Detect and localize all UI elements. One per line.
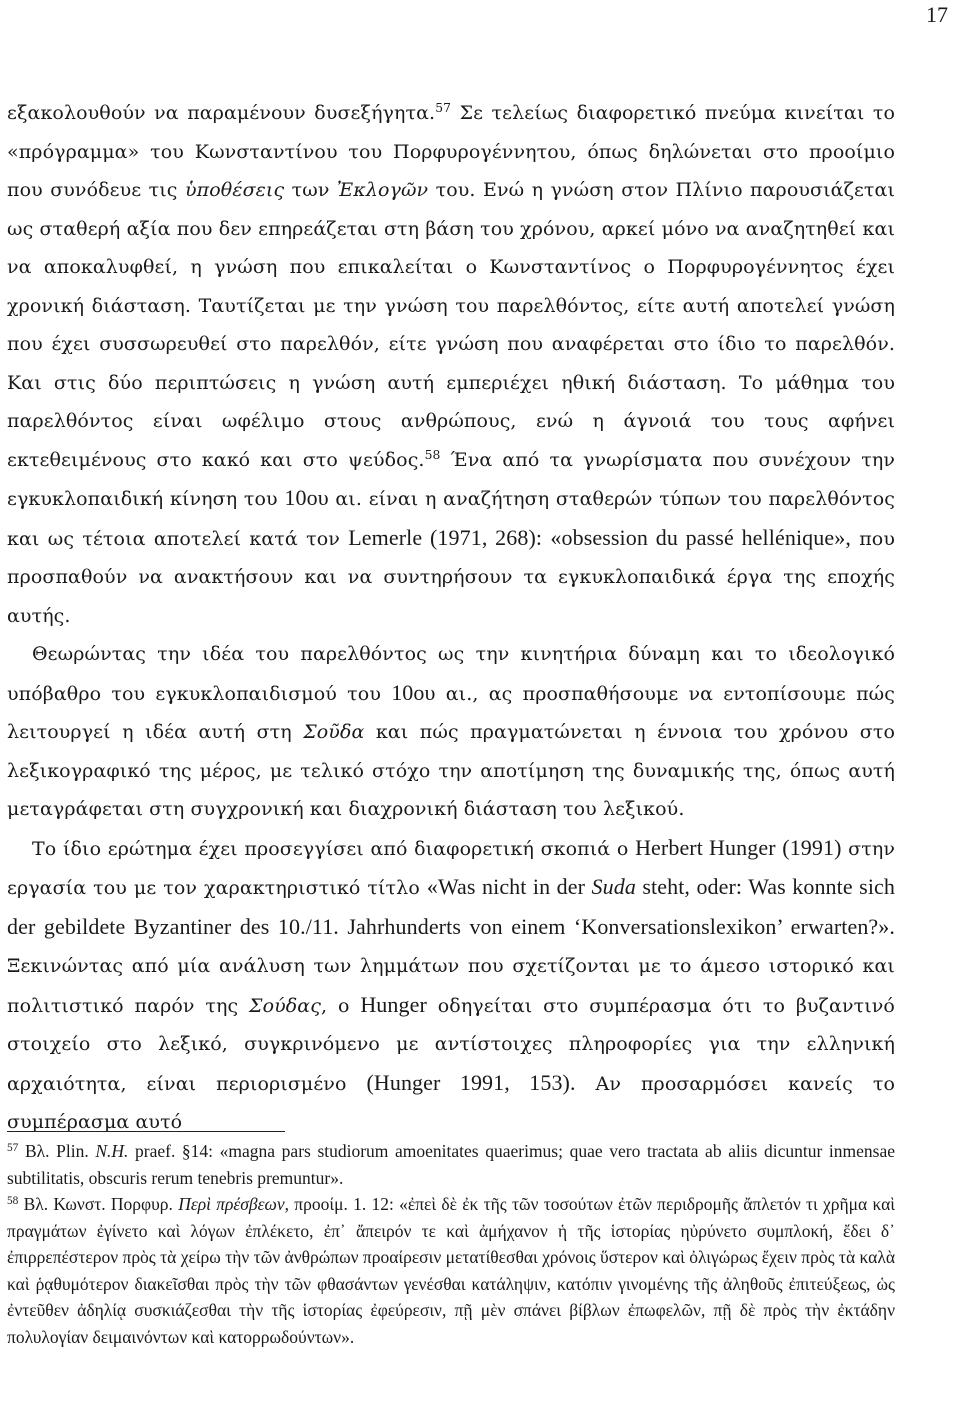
page-number: 17 <box>926 2 948 27</box>
text-run: praef. §14: «magna pars studiorum amoenitates quaerimus; quae vero tractata ab aliis dicuntur inmensae subtilitatis, obscuris rerum tenebris premuntur». <box>7 1141 895 1188</box>
text-run: Σε τελείως διαφορετικό πνεύμα κινείται το «πρόγραμμα» του Κωνσταντίνου του Πορφυρογέννητου, όπως δηλώνεται στο προοίμιο που συνόδευε τις <box>7 102 895 201</box>
text-run: (1991) <box>782 834 842 860</box>
text-run: Ξεκινώντας από μία ανάλυση των λημμάτων που σχετίζονται με το άμεσο ιστορικό και πολιτιστικό παρόν της <box>7 955 895 1017</box>
footnote-separator <box>7 1131 285 1132</box>
italic-text: Ἐκλογῶν <box>336 179 429 201</box>
text-run: Το ίδιο ερώτημα έχει προσεγγίσει από διαφορετική σκοπιά ο <box>32 837 636 860</box>
italic-text: Σοῦδα <box>303 721 365 743</box>
text-run: που προσπαθούν να ανακτήσουν και να συντηρήσουν τα εγκυκλοπαιδικά έργα της εποχής αυτής. <box>7 527 895 627</box>
text-run: στην εργασία του με τον χαρακτηριστικό τίτλο <box>7 837 895 899</box>
text-run: Θεωρώντας την ιδέα του παρελθόντος ως την κινητήρια δύναμη και το ιδεολογικό υπόβαθρο του εγκυκλοπαιδισμού του <box>7 643 895 705</box>
text-run: αι. είναι η αναζήτηση σταθερών τύπων του παρελθόντος και ως τέτοια αποτελεί κατά τον <box>7 488 895 550</box>
text-run: Hunger <box>360 991 427 1017</box>
footnote <box>7 1138 895 1191</box>
text-run: αι., ας προσπαθήσουμε να εντοπίσουμε πώς λειτουργεί η ιδέα αυτή στη <box>7 682 895 743</box>
italic-text: Σούδας <box>249 994 321 1017</box>
footnote-ref: 58 <box>424 447 441 462</box>
footnote <box>7 1191 895 1350</box>
italic-text: Περὶ πρέσβεων <box>178 1194 285 1214</box>
text-run: Ένα από τα γνωρίσματα που συνέχουν την εγκυκλοπαιδική κίνηση του <box>7 448 895 510</box>
italic-text: N.H. <box>95 1141 129 1161</box>
text-run: , προοίμ. 1. 12: «ἐπεὶ δὲ ἐκ τῆς τῶν τοσούτων ἐτῶν περιδρομῆς ἄπλετόν τι χρῆμα καὶ πραγμάτων ἐγίνετο καὶ λόγων ἐπλέκετο, ἐπ᾽ ἄπειρόν τε καὶ ἀμήχανον ἡ τῆς ἱστορίας ηὐρύνετο συμπλοκή, ἔδει δ᾽ ἐπιρρεπέστερον πρὸς τὰ χείρω τὴν τῶν ἀνθρώπων προαίρεσιν μετατίθεσθαι χρόνοις ὕστερον καὶ ὀλιγώρως ἔχειν πρὸς τὰ καλὰ καὶ ῥᾳθυμότερον διακεῖσθαι πρὸς τὴν τῶν φθασάντων γενέσθαι κατάληψιν, κατόπιν γινομένης τῆς ἀληθοῦς ἐπιτεύξεως, ὡς ἐντεῦθεν ἀδηλίᾳ συσκιάζεσθαι τὴν τῆς ἱστορίας ἐφεύρεσιν, πῇ μὲν σπάνει βίβλων ἐπωφελῶν, πῇ δὲ πρὸς τὴν ἐκτάδην πολυλογίαν δειμαινόντων καὶ κατορρωδούντων». <box>7 1194 895 1347</box>
text-run: Herbert Hunger <box>635 834 776 860</box>
text-run: Αν προσαρμόσει κανείς το συμπέρασμα αυτό <box>7 1072 896 1133</box>
paragraph <box>7 829 895 1142</box>
text-run: 10ου <box>391 679 436 705</box>
text-run: του. Ενώ η γνώση στον Πλίνιο παρουσιάζεται ως σταθερή αξία που δεν επηρεάζεται στη βάση του χρόνου, αρκεί μόνο να αναζητηθεί και να αποκαλυφθεί, η γνώση που επικαλείται ο Κωνσταντίνος ο Πορφυρογέννητος έχει χρονική διάσταση. Ταυτίζεται με την γνώση του παρελθόντος, είτε αυτή αποτελεί γνώση που έχει συσσωρευθεί στο παρελθόν, είτε γνώση που αναφέρεται στο ίδιο το παρελθόν. Και στις δύο περιπτώσεις η γνώση αυτή εμπεριέχει ηθική διάσταση. Το μάθημα του παρελθόντος είναι ωφέλιμο στους ανθρώπους, ενώ η άγνοιά του τους αφήνει εκτεθειμένους στο κακό και στο ψεύδος. <box>7 179 896 471</box>
italic-text: ὑποθέσεις <box>184 179 285 201</box>
text-run: Βλ. Plin. <box>18 1141 96 1161</box>
italic-text: Suda <box>591 874 636 899</box>
text-run: των <box>284 179 337 201</box>
footnote-ref: 57 <box>7 1141 19 1154</box>
text-run: , ο <box>320 994 361 1017</box>
text-run: και πώς πραγματώνεται η έννοια του χρόνου στο λεξικογραφικό της μέρος, με τελικό στόχο την αποτίμηση της δυναμικής της, όπως αυτή μεταγράφεται στη συγχρονική και διαχρονική διάσταση του λεξικού. <box>7 721 895 820</box>
text-run: steht, oder: Was konnte sich der gebildete Byzantiner des 10./11. Jahrhunderts von einem ‘Konversationslexikon’ erwarten?». <box>7 874 896 939</box>
text-run: «obsession du passé hellénique», <box>550 524 851 550</box>
text-run: «Was nicht in der <box>426 874 592 899</box>
footnotes <box>7 1138 895 1350</box>
text-run: Lemerle (1971, 268): <box>348 524 543 550</box>
body-text <box>7 94 895 1142</box>
text-run: Βλ. Κωνστ. Πορφυρ. <box>18 1194 179 1214</box>
text-run: (Hunger 1991, 153). <box>366 1069 576 1095</box>
paragraph <box>7 635 895 829</box>
text-run: οδηγείται στο συμπέρασμα ότι το βυζαντινό στοιχείο στο λεξικό, συγκρινόμενο με αντίστοιχες πληροφορίες για την ελληνική αρχαιότητα, είναι περιορισμένο <box>7 994 895 1095</box>
footnote-ref: 57 <box>435 101 452 116</box>
text-run: εξακολουθούν να παραμένουν δυσεξήγητα. <box>7 102 436 124</box>
footnote-ref: 58 <box>7 1194 19 1207</box>
text-run: 10ου <box>284 485 329 510</box>
paragraph <box>7 94 895 635</box>
